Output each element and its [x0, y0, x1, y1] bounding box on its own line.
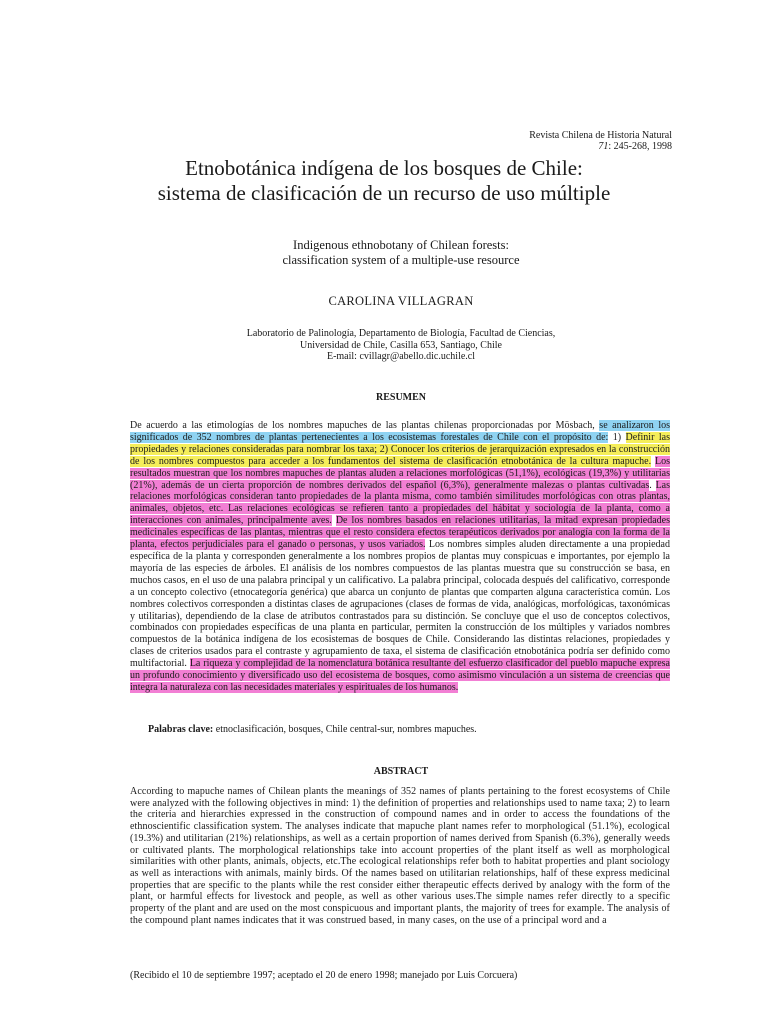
title-line-2: sistema de clasificación de un recurso de uso múltiple — [157, 181, 611, 205]
journal-pages-year: : 245-268, 1998 — [608, 141, 672, 152]
resumen-body — [130, 420, 670, 694]
english-title — [0, 238, 768, 268]
article-title — [0, 156, 768, 206]
abstract-body: According to mapuche names of Chilean plants the meanings of 352 names of plants pertaining to the forest ecosystems of Chile were analyzed with the following objectives in mind: 1) the definition of properties and relationships used to name taxa; 2) to learn the criteria and hierarchies expressed in the construction of compound names and in order to access the foundations of the ethnoscientific classification system. The analyses indicate that mapuche plant names refer to morphological (51.1%), ecological (19.3%) and utilitarian (21%) relationships, as well as a certain proportion of names derived from Spanish (6.3%), generally weeds or cultivated plants. The morphological relationships take into account properties of the plant itself as well as morphological similarities with other plants, animals, objects, etc.The ecological relationships refer both to habitat properties and plant sociology as well as interactions with animals, mainly birds. Of the names based on utilitarian relationships, half of these express medicinal properties that are specific to the plants while the rest consider either therapeutic effects derived by analogy with the form of the plant, or harmful effects for livestock and people, as well as other various uses.The simple names refer directly to a specific property of the plant and are used on the most conspicuous and important plants, the majority of trees for example. The analysis of the compound plant names indicates that it was construed based, in many cases, on the use of a principal word and a — [130, 786, 670, 926]
journal-volume: 71 — [598, 141, 609, 152]
resumen-heading: RESUMEN — [375, 392, 426, 403]
affiliation — [0, 328, 768, 363]
journal-citation — [529, 130, 672, 152]
resumen-text-4: . — [649, 479, 656, 491]
english-title-line-2: classification system of a multiple-use resource — [282, 253, 520, 267]
affiliation-line-2: Universidad de Chile, Casilla 653, Santiago, Chile — [300, 339, 502, 351]
english-title-line-1: Indigenous ethnobotany of Chilean forests: — [293, 238, 509, 252]
highlight-pink-relations: Las relaciones morfológicas consideran tanto propiedades de la planta misma, como también similitudes morfológicas con otras plantas, animales, objetos, etc. Las relaciones ecológicas se refieren tanto a propiedades del hábitat y sociología de la planta, como a interacciones con animales, principalmente aves. — [130, 479, 671, 527]
resumen-text-1: De acuerdo a las etimologías de los nombres mapuches de las plantas chilenas proporcionadas por Mösbach, — [130, 420, 600, 431]
highlight-pink-utilitarian: De los nombres basados en relaciones utilitarias, la mitad expresan propiedades medicinales específicas de las plantas, mientras que el resto considera efectos terapéuticos derivados por analogía con la forma de la planta, efectos perjudiciales para el ganado o personas, y usos variados. — [130, 515, 671, 551]
highlight-pink-conclusion: La riqueza y complejidad de la nomenclatura botánica resultante del esfuerzo clasificador del pueblo mapuche expresa un profundo conocimiento y diversificado uso del ecosistema de bosques, como asimismo vinculación a un sistema de creencias que integra la naturaleza con las necesidades materiales y espirituales de los humanos. — [130, 658, 670, 693]
keywords-text: etnoclasificación, bosques, Chile central-sur, nombres mapuches. — [213, 724, 477, 735]
title-line-1: Etnobotánica indígena de los bosques de Chile: — [185, 156, 583, 180]
journal-volume-pages — [529, 141, 672, 152]
resumen-text-6: Los nombres simples aluden directamente a una propiedad específica de la planta y corresponden generalmente a los nombres propios de plantas muy conspicuas e importantes, por ejemplo la mayoría de las especies de árboles. El análisis de los nombres compuestos de las plantas muestra que su construcción se basa, en muchos casos, en el uso de una palabra principal y un calificativo. La palabra principal, colocada después del calificativo, corresponde a un concepto colectivo (etnocategoría genérica) que abarca un conjunto de plantas que comparten alguna característica común. Los nombres colectivos corresponden a distintas clases de agrupaciones (clases de formas de vida, analógicas, morfológicas, taxonómicas y utilitarias), dependiendo de la clase de atributos contrastados para su distinción. Se concluye que el uso de conceptos colectivos, combinados con propiedades específicas de una planta en particular, permiten la construcción de los múltiples y variados nombres compuestos de la botánica indígena de los ecosistemas de bosques de Chile. Considerando las distintas relaciones, propiedades y clases de criterios usados para el contraste y agrupamiento de taxa, el sistema de clasificación etnobotánica podría ser definido como multifactorial. — [130, 539, 670, 670]
author-name: CAROLINA VILLAGRAN — [328, 294, 474, 308]
affiliation-line-1: Laboratorio de Palinología, Departamento de Biología, Facultad de Ciencias, — [246, 328, 556, 339]
abstract-heading: ABSTRACT — [373, 766, 429, 777]
journal-name: Revista Chilena de Historia Natural — [529, 130, 672, 141]
keywords — [148, 724, 477, 735]
highlight-pink-results: Los resultados muestran que los nombres mapuches de plantas aluden a relaciones morfológicas (51,1%), ecológicas (19,3%) y utilitarias (21%), además de un cierta proporción de nombres derivados del español (6,3%), generalmente malezas o plantas cultivadas — [130, 455, 670, 491]
resumen-text-2: 1) — [608, 431, 626, 443]
affiliation-email: E-mail: cvillagr@abello.dic.uchile.cl — [326, 351, 476, 362]
highlight-blue-objective: se analizaron los significados de 352 nombres de plantas pertenecientes a los ecosistemas forestales de Chile con el propósito de: — [130, 420, 670, 443]
keywords-label: Palabras clave: — [148, 724, 214, 735]
received-note: (Recibido el 10 de septiembre 1997; aceptado el 20 de enero 1998; manejado por Luis Corcuera) — [130, 970, 518, 981]
highlight-yellow-objectives: Definir las propiedades y relaciones consideradas para nombrar los taxa; 2) Conocer los criterios de jerarquización expresados en la construcción de los nombres compuestos para acceder a los fundamentos del sistema de clasificación etnobotánica de la cultura mapuche. — [130, 431, 670, 467]
